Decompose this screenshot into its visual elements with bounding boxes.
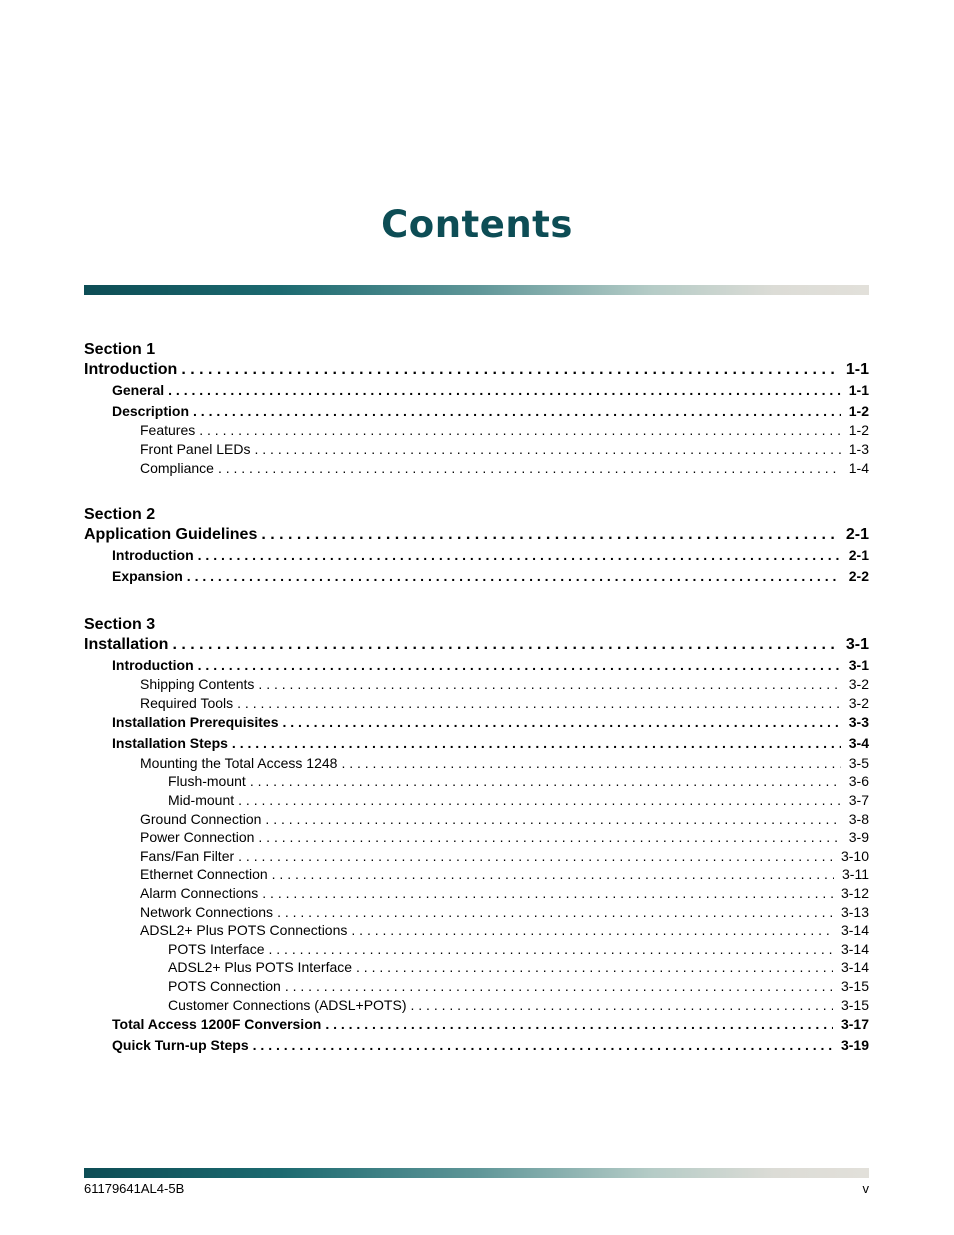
toc-entry-title: Features xyxy=(140,422,196,439)
toc-entry[interactable] xyxy=(84,694,869,713)
toc-entry-title: ADSL2+ Plus POTS Interface xyxy=(168,959,353,976)
dot-leader xyxy=(356,958,833,977)
toc-entry-page: 2-2 xyxy=(848,567,869,584)
dot-leader xyxy=(253,1035,833,1056)
dot-leader xyxy=(218,459,841,478)
toc-entry-page: 1-2 xyxy=(848,402,869,419)
dot-leader xyxy=(181,360,838,380)
toc-entry-title: Required Tools xyxy=(140,694,234,711)
toc-entry[interactable] xyxy=(84,459,869,478)
dot-leader xyxy=(168,380,841,401)
toc-entry-title: Introduction xyxy=(112,547,194,564)
toc-entry[interactable] xyxy=(84,977,869,996)
toc-entry-title: Front Panel LEDs xyxy=(140,440,251,457)
toc-entry-title: Ground Connection xyxy=(140,810,262,827)
dot-leader xyxy=(341,754,840,773)
toc-entry-title: Quick Turn-up Steps xyxy=(112,1036,249,1053)
toc-entry-page: 3-15 xyxy=(840,977,869,994)
toc-entry[interactable] xyxy=(84,772,869,791)
toc-entry-title: Fans/Fan Filter xyxy=(140,847,235,864)
toc-entry[interactable] xyxy=(84,958,869,977)
toc-entry[interactable] xyxy=(84,635,869,655)
toc-entry[interactable] xyxy=(84,733,869,754)
toc-entry-page: 3-14 xyxy=(840,922,869,939)
toc-entry-page: 3-17 xyxy=(840,1016,869,1033)
section-gap xyxy=(84,477,869,505)
toc-entry-page: 3-9 xyxy=(848,829,869,846)
toc-entry-page: 3-3 xyxy=(848,714,869,731)
section-gap xyxy=(84,587,869,615)
toc-entry-page: 3-6 xyxy=(848,773,869,790)
dot-leader xyxy=(410,996,832,1015)
toc-entry[interactable] xyxy=(84,828,869,847)
dot-leader xyxy=(285,977,833,996)
toc-entry[interactable] xyxy=(84,940,869,959)
dot-leader xyxy=(199,421,841,440)
toc-entry[interactable] xyxy=(84,921,869,940)
dot-leader xyxy=(272,865,834,884)
toc-entry[interactable] xyxy=(84,884,869,903)
toc-entry-page: 3-10 xyxy=(840,847,869,864)
toc-entry-title: Expansion xyxy=(112,567,183,584)
page-title: Contents xyxy=(381,203,573,246)
toc-entry[interactable] xyxy=(84,754,869,773)
toc-entry-title: General xyxy=(112,382,165,398)
toc-entry-title: POTS Interface xyxy=(168,940,265,957)
section-label: Section 1 xyxy=(84,341,156,358)
toc-entry-page: 1-3 xyxy=(848,440,869,457)
dot-leader xyxy=(265,810,840,829)
toc-entry-page: 3-2 xyxy=(848,676,869,693)
dot-leader xyxy=(325,1014,833,1035)
toc-entry-title: Description xyxy=(112,402,190,419)
dot-leader xyxy=(187,566,841,587)
table-of-contents xyxy=(84,340,869,1055)
toc-entry-title: Customer Connections (ADSL+POTS) xyxy=(168,996,407,1013)
toc-entry[interactable] xyxy=(84,545,869,566)
toc-entry-page: 3-8 xyxy=(848,810,869,827)
toc-entry-title: POTS Connection xyxy=(168,977,281,994)
dot-leader xyxy=(261,525,838,545)
toc-entry-title: Power Connection xyxy=(140,829,255,846)
toc-entry-title: Shipping Contents xyxy=(140,676,255,693)
header-divider-bar xyxy=(84,285,869,295)
toc-entry-page: 2-1 xyxy=(848,547,869,564)
toc-entry-page: 1-4 xyxy=(848,459,869,476)
toc-entry[interactable] xyxy=(84,360,869,380)
toc-entry-page: 3-14 xyxy=(840,959,869,976)
toc-entry[interactable] xyxy=(84,655,869,676)
dot-leader xyxy=(238,791,841,810)
dot-leader xyxy=(268,940,832,959)
dot-leader xyxy=(172,635,837,655)
dot-leader xyxy=(258,828,840,847)
dot-leader xyxy=(351,921,833,940)
toc-entry[interactable] xyxy=(84,566,869,587)
footer-divider-bar xyxy=(84,1168,869,1178)
toc-entry[interactable] xyxy=(84,865,869,884)
toc-entry-page: 3-2 xyxy=(848,694,869,711)
document-number: 61179641AL4-5B xyxy=(84,1181,185,1196)
toc-entry[interactable] xyxy=(84,675,869,694)
toc-entry[interactable] xyxy=(84,847,869,866)
toc-entry-title: Installation Steps xyxy=(112,735,228,752)
toc-entry-page: 1-1 xyxy=(845,361,869,378)
dot-leader xyxy=(193,401,841,422)
dot-leader xyxy=(237,694,841,713)
page-number: v xyxy=(862,1181,869,1196)
toc-entry-title: Introduction xyxy=(112,656,194,673)
toc-entry[interactable] xyxy=(84,380,869,401)
toc-entry[interactable] xyxy=(84,996,869,1015)
toc-entry-page: 2-1 xyxy=(845,526,869,544)
dot-leader xyxy=(258,675,840,694)
toc-entry-page: 1-1 xyxy=(848,382,869,398)
toc-entry-title: Installation Prerequisites xyxy=(112,714,279,731)
toc-entry-title: Compliance xyxy=(140,459,214,476)
toc-section xyxy=(84,615,869,1056)
toc-entry-page: 3-11 xyxy=(842,866,869,883)
toc-entry[interactable] xyxy=(84,1035,869,1056)
toc-entry[interactable] xyxy=(84,712,869,733)
toc-entry[interactable] xyxy=(84,525,869,545)
toc-entry-title: Introduction xyxy=(84,361,178,378)
toc-entry-title: Total Access 1200F Conversion xyxy=(112,1016,322,1033)
dot-leader xyxy=(232,733,841,754)
toc-entry-title: Mounting the Total Access 1248 xyxy=(140,754,338,771)
toc-entry-title: Mid-mount xyxy=(168,791,235,808)
toc-entry-page: 3-14 xyxy=(840,940,869,957)
toc-entry-title: Application Guidelines xyxy=(84,526,258,544)
toc-entry-page: 3-5 xyxy=(848,754,869,771)
toc-entry[interactable] xyxy=(84,903,869,922)
toc-entry-page: 3-12 xyxy=(840,884,869,901)
dot-leader xyxy=(255,440,841,459)
toc-entry[interactable] xyxy=(84,401,869,422)
toc-entry-title: ADSL2+ Plus POTS Connections xyxy=(140,922,348,939)
toc-entry-title: Installation xyxy=(84,635,169,653)
toc-entry-page: 3-15 xyxy=(840,996,869,1013)
dot-leader xyxy=(198,655,841,676)
toc-entry-page: 1-2 xyxy=(848,422,869,439)
toc-entry-page: 3-19 xyxy=(840,1036,869,1053)
dot-leader xyxy=(238,847,833,866)
toc-entry-page: 3-1 xyxy=(845,635,869,653)
dot-leader xyxy=(283,712,841,733)
toc-entry-page: 3-1 xyxy=(848,656,869,673)
section-label: Section 2 xyxy=(84,506,156,524)
toc-entry-page: 3-7 xyxy=(848,791,869,808)
toc-entry[interactable] xyxy=(84,440,869,459)
toc-entry[interactable] xyxy=(84,1014,869,1035)
toc-section xyxy=(84,340,869,477)
toc-entry-page: 3-13 xyxy=(840,903,869,920)
toc-entry-title: Network Connections xyxy=(140,903,274,920)
toc-entry-page: 3-4 xyxy=(848,735,869,752)
toc-entry-title: Ethernet Connection xyxy=(140,866,268,883)
section-label: Section 3 xyxy=(84,615,156,633)
toc-entry[interactable] xyxy=(84,791,869,810)
toc-section xyxy=(84,505,869,586)
dot-leader xyxy=(262,884,833,903)
toc-entry-title: Flush-mount xyxy=(168,773,246,790)
dot-leader xyxy=(277,903,833,922)
dot-leader xyxy=(250,772,841,791)
dot-leader xyxy=(198,545,841,566)
toc-entry[interactable] xyxy=(84,421,869,440)
toc-entry[interactable] xyxy=(84,810,869,829)
toc-entry-title: Alarm Connections xyxy=(140,884,259,901)
